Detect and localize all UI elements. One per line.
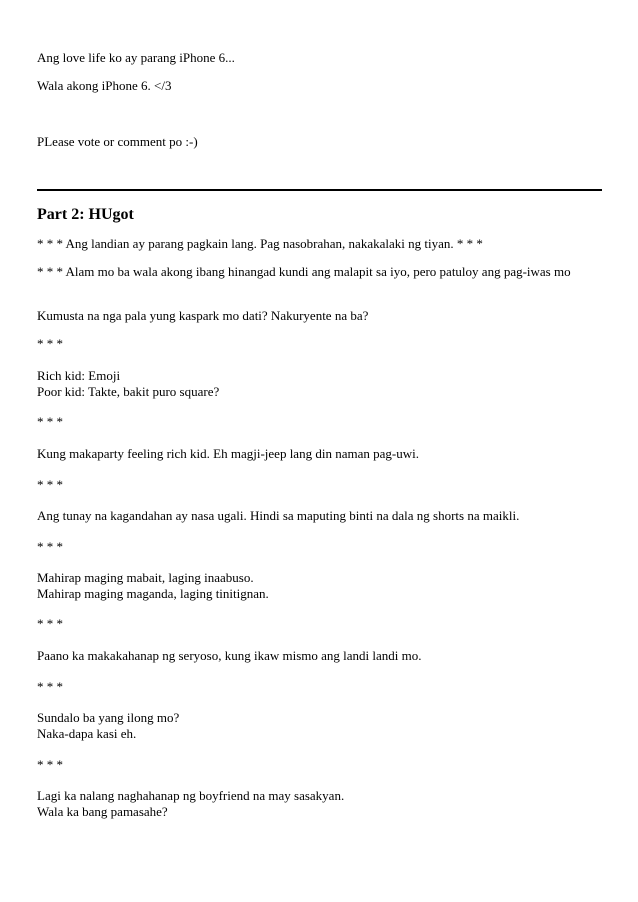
horizontal-divider <box>37 189 602 191</box>
hugot-line-1: * * * Ang landian ay parang pagkain lang. Pag nasobrahan, nakakalaki ng tiyan. * * * <box>37 236 483 251</box>
part-heading: Part 2: HUgot <box>37 206 134 223</box>
separator: * * * <box>37 616 63 631</box>
hugot-line-5: Kung makaparty feeling rich kid. Eh magji-jeep lang din naman pag-uwi. <box>37 446 419 461</box>
hugot-line-9a: Sundalo ba yang ilong mo? <box>37 710 180 725</box>
vote-request: PLease vote or comment po :-) <box>37 134 198 149</box>
separator: * * * <box>37 477 63 492</box>
intro-line-1: Ang love life ko ay parang iPhone 6... <box>37 50 235 65</box>
hugot-line-10a: Lagi ka nalang naghahanap ng boyfriend na may sasakyan. <box>37 788 345 803</box>
separator: * * * <box>37 757 63 772</box>
hugot-line-4a: Rich kid: Emoji <box>37 368 121 383</box>
hugot-line-4b: Poor kid: Takte, bakit puro square? <box>37 384 220 399</box>
hugot-line-10b: Wala ka bang pamasahe? <box>37 804 168 819</box>
separator: * * * <box>37 539 63 554</box>
hugot-line-6: Ang tunay na kagandahan ay nasa ugali. Hindi sa maputing binti na dala ng shorts na maikli. <box>37 508 520 523</box>
hugot-line-8: Paano ka makakahanap ng seryoso, kung ikaw mismo ang landi landi mo. <box>37 648 422 663</box>
hugot-line-7b: Mahirap maging maganda, laging tinitignan. <box>37 586 269 601</box>
hugot-line-3: Kumusta na nga pala yung kaspark mo dati? Nakuryente na ba? <box>37 308 369 323</box>
hugot-line-7a: Mahirap maging mabait, laging inaabuso. <box>37 570 254 585</box>
hugot-line-2: * * * Alam mo ba wala akong ibang hinangad kundi ang malapit sa iyo, pero patuloy ang pag-iwas mo <box>37 264 571 279</box>
separator: * * * <box>37 414 63 429</box>
separator: * * * <box>37 336 63 351</box>
separator: * * * <box>37 679 63 694</box>
intro-line-2: Wala akong iPhone 6. </3 <box>37 78 172 93</box>
hugot-line-9b: Naka-dapa kasi eh. <box>37 726 137 741</box>
